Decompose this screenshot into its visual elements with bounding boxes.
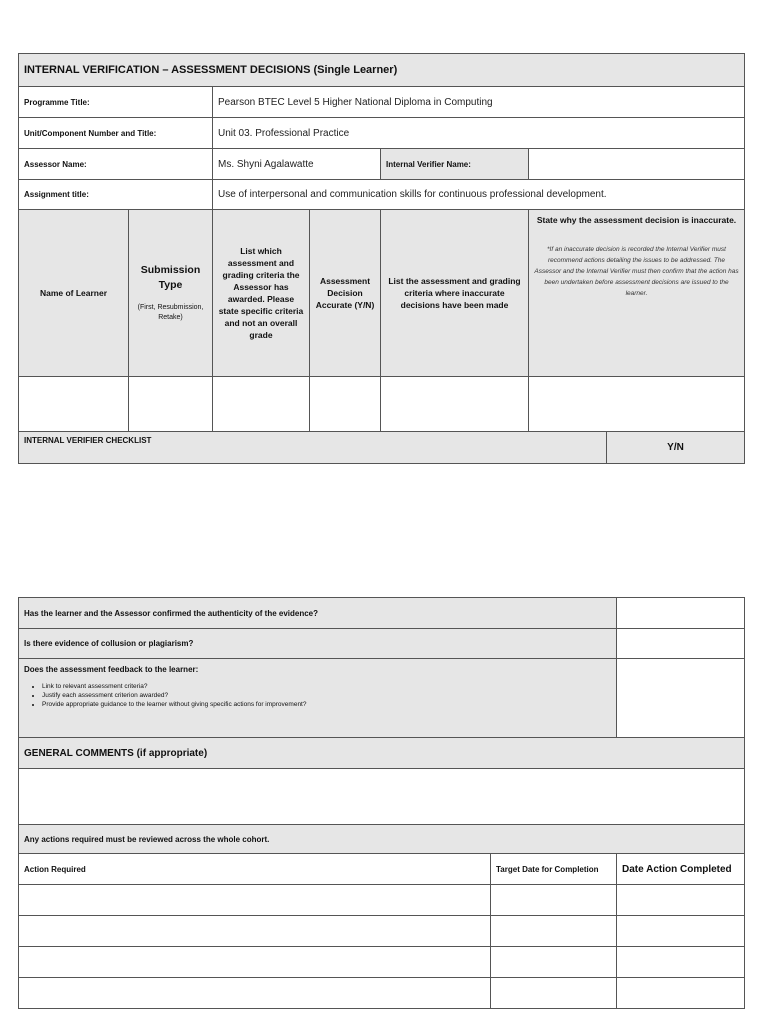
action-cell[interactable] [19, 978, 491, 1009]
assignment-value[interactable]: Use of interpersonal and communication skills for continuous professional development. [213, 180, 745, 210]
accurate-cell[interactable] [310, 377, 381, 432]
programme-value[interactable]: Pearson BTEC Level 5 Higher National Diploma in Computing [213, 87, 745, 118]
header-why [529, 210, 745, 377]
internal-verifier-label: Internal Verifier Name: [381, 149, 529, 180]
feedback-bullet: • Link to relevant assessment criteria? [42, 682, 611, 691]
assessment-decisions-table [18, 53, 745, 464]
header-inaccurate: List the assessment and grading criteria where inaccurate decisions have been made [381, 210, 529, 377]
unit-value[interactable]: Unit 03. Professional Practice [213, 118, 745, 149]
feedback-bullets [24, 682, 611, 709]
why-label: State why the assessment decision is inaccurate. [536, 215, 737, 225]
action-cell[interactable] [19, 947, 491, 978]
yn-label: Y/N [607, 432, 745, 464]
form-title: INTERNAL VERIFICATION – ASSESSMENT DECISIONS (Single Learner) [19, 54, 745, 87]
header-submission-type [129, 210, 213, 377]
target-date-header: Target Date for Completion [491, 854, 617, 885]
checklist-label: INTERNAL VERIFIER CHECKLIST [19, 432, 607, 464]
internal-verifier-value[interactable] [529, 149, 745, 180]
date-completed-cell[interactable] [617, 885, 745, 916]
general-comments-heading: GENERAL COMMENTS (if appropriate) [19, 738, 745, 769]
feedback-bullet: • Justify each assessment criterion awarded? [42, 691, 611, 700]
date-completed-header: Date Action Completed [617, 854, 745, 885]
answer-feedback[interactable] [617, 659, 745, 738]
answer-authenticity[interactable] [617, 598, 745, 629]
date-completed-cell[interactable] [617, 916, 745, 947]
inaccurate-cell[interactable] [381, 377, 529, 432]
question-collusion: Is there evidence of collusion or plagiarism? [19, 629, 617, 659]
submission-type-cell[interactable] [129, 377, 213, 432]
assignment-label: Assignment title: [19, 180, 213, 210]
action-cell[interactable] [19, 885, 491, 916]
general-comments-field[interactable] [19, 769, 745, 825]
submission-type-note: (First, Resubmission, Retake) [137, 304, 204, 321]
header-learner: Name of Learner [19, 210, 129, 377]
submission-type-label: Submission Type [140, 264, 201, 291]
header-accurate: Assessment Decision Accurate (Y/N) [310, 210, 381, 377]
why-note: *If an inaccurate decision is recorded the Internal Verifier must recommend actions detailing the issues to be addressed. The Assessor and the Internal Verifier must then confirm that the action has been undertaken before assessment decisions are issued to the learner. [534, 246, 739, 297]
feedback-question-text: Does the assessment feedback to the learner: [24, 665, 199, 674]
action-cell[interactable] [19, 916, 491, 947]
question-feedback [19, 659, 617, 738]
target-date-cell[interactable] [491, 885, 617, 916]
assessor-label: Assessor Name: [19, 149, 213, 180]
date-completed-cell[interactable] [617, 978, 745, 1009]
action-required-header: Action Required [19, 854, 491, 885]
target-date-cell[interactable] [491, 947, 617, 978]
answer-collusion[interactable] [617, 629, 745, 659]
checklist-table [18, 597, 745, 1009]
target-date-cell[interactable] [491, 978, 617, 1009]
target-date-cell[interactable] [491, 916, 617, 947]
assessor-value[interactable]: Ms. Shyni Agalawatte [213, 149, 381, 180]
date-completed-cell[interactable] [617, 947, 745, 978]
header-criteria: List which assessment and grading criteria the Assessor has awarded. Please state specific criteria and not an overall grade [213, 210, 310, 377]
unit-label: Unit/Component Number and Title: [19, 118, 213, 149]
learner-cell[interactable] [19, 377, 129, 432]
question-authenticity: Has the learner and the Assessor confirmed the authenticity of the evidence? [19, 598, 617, 629]
feedback-bullet: • Provide appropriate guidance to the learner without giving specific actions for improvement? [42, 700, 611, 709]
programme-label: Programme Title: [19, 87, 213, 118]
cohort-note: Any actions required must be reviewed across the whole cohort. [19, 825, 745, 854]
criteria-cell[interactable] [213, 377, 310, 432]
why-cell[interactable] [529, 377, 745, 432]
